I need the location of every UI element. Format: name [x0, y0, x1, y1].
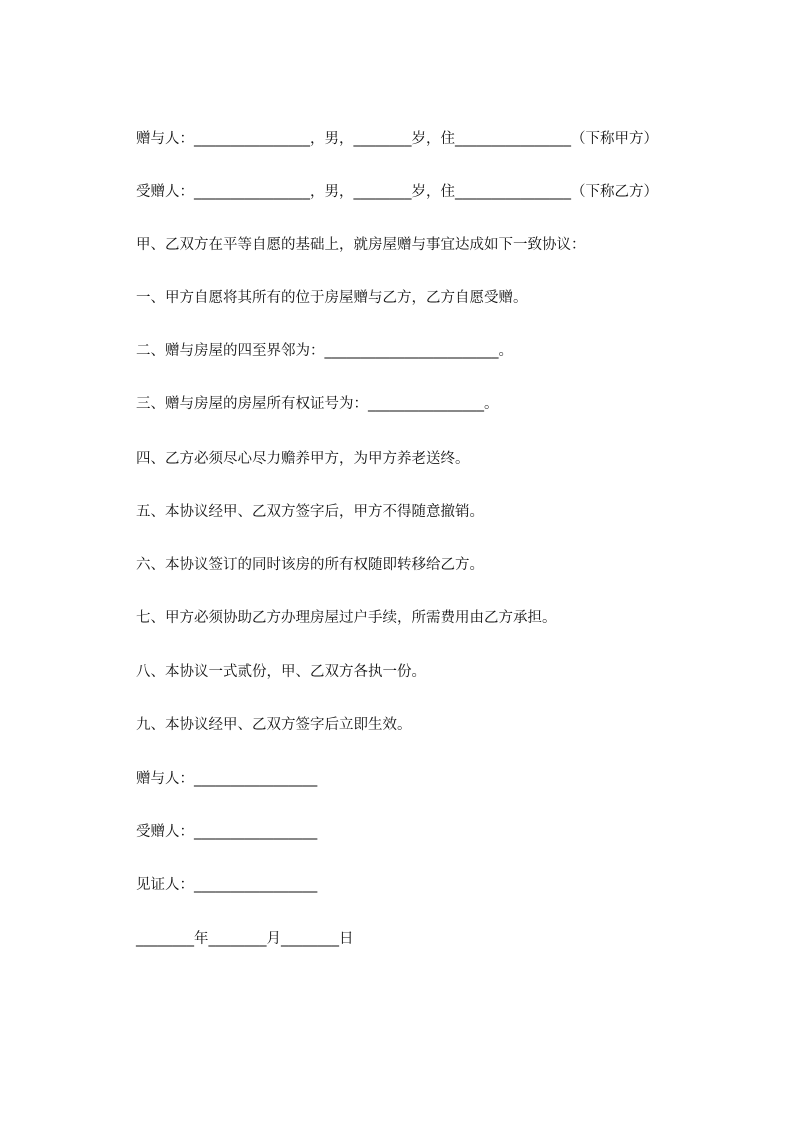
clause-8	[136, 665, 426, 680]
witness-signature-text: 见证人：_________________	[136, 877, 318, 893]
clause-6	[136, 558, 484, 573]
clause-7-text: 七、甲方必须协助乙方办理房屋过户手续，所需费用由乙方承担。	[136, 610, 557, 626]
date-text: ________年________月________日	[136, 931, 354, 947]
preamble-line	[136, 238, 586, 253]
clause-9	[136, 718, 412, 733]
donee-signature-text: 受赠人：_________________	[136, 824, 318, 840]
clause-2	[136, 344, 513, 359]
donee-signature-line	[136, 825, 317, 840]
clause-5-text: 五、本协议经甲、乙双方签字后，甲方不得随意撤销。	[136, 504, 484, 520]
clause-9-text: 九、本协议经甲、乙双方签字后立即生效。	[136, 717, 412, 733]
clause-8-text: 八、本协议一式贰份，甲、乙双方各执一份。	[136, 664, 426, 680]
donee-text: 受赠人：________________，男，________岁，住________________（下称乙方）	[136, 184, 658, 200]
witness-signature-line	[136, 878, 317, 893]
date-line	[136, 932, 354, 947]
donor-signature-text: 赠与人：_________________	[136, 771, 318, 787]
clause-1-text: 一、甲方自愿将其所有的位于房屋赠与乙方，乙方自愿受赠。	[136, 290, 528, 306]
clause-1	[136, 291, 528, 306]
donee-line	[136, 185, 658, 200]
preamble-text: 甲、乙双方在平等自愿的基础上，就房屋赠与事宜达成如下一致协议：	[136, 237, 586, 253]
clause-4-text: 四、乙方必须尽心尽力赡养甲方，为甲方养老送终。	[136, 451, 470, 467]
clause-7	[136, 611, 557, 626]
clause-4	[136, 452, 470, 467]
clause-2-text: 二、赠与房屋的四至界邻为：________________________。	[136, 343, 513, 359]
clause-3	[136, 397, 499, 412]
clause-3-text: 三、赠与房屋的房屋所有权证号为：________________。	[136, 396, 499, 412]
clause-6-text: 六、本协议签订的同时该房的所有权随即转移给乙方。	[136, 557, 484, 573]
donor-text: 赠与人：________________，男，________岁，住________________（下称甲方）	[136, 131, 658, 147]
donor-line	[136, 132, 658, 147]
clause-5	[136, 505, 484, 520]
donor-signature-line	[136, 772, 317, 787]
